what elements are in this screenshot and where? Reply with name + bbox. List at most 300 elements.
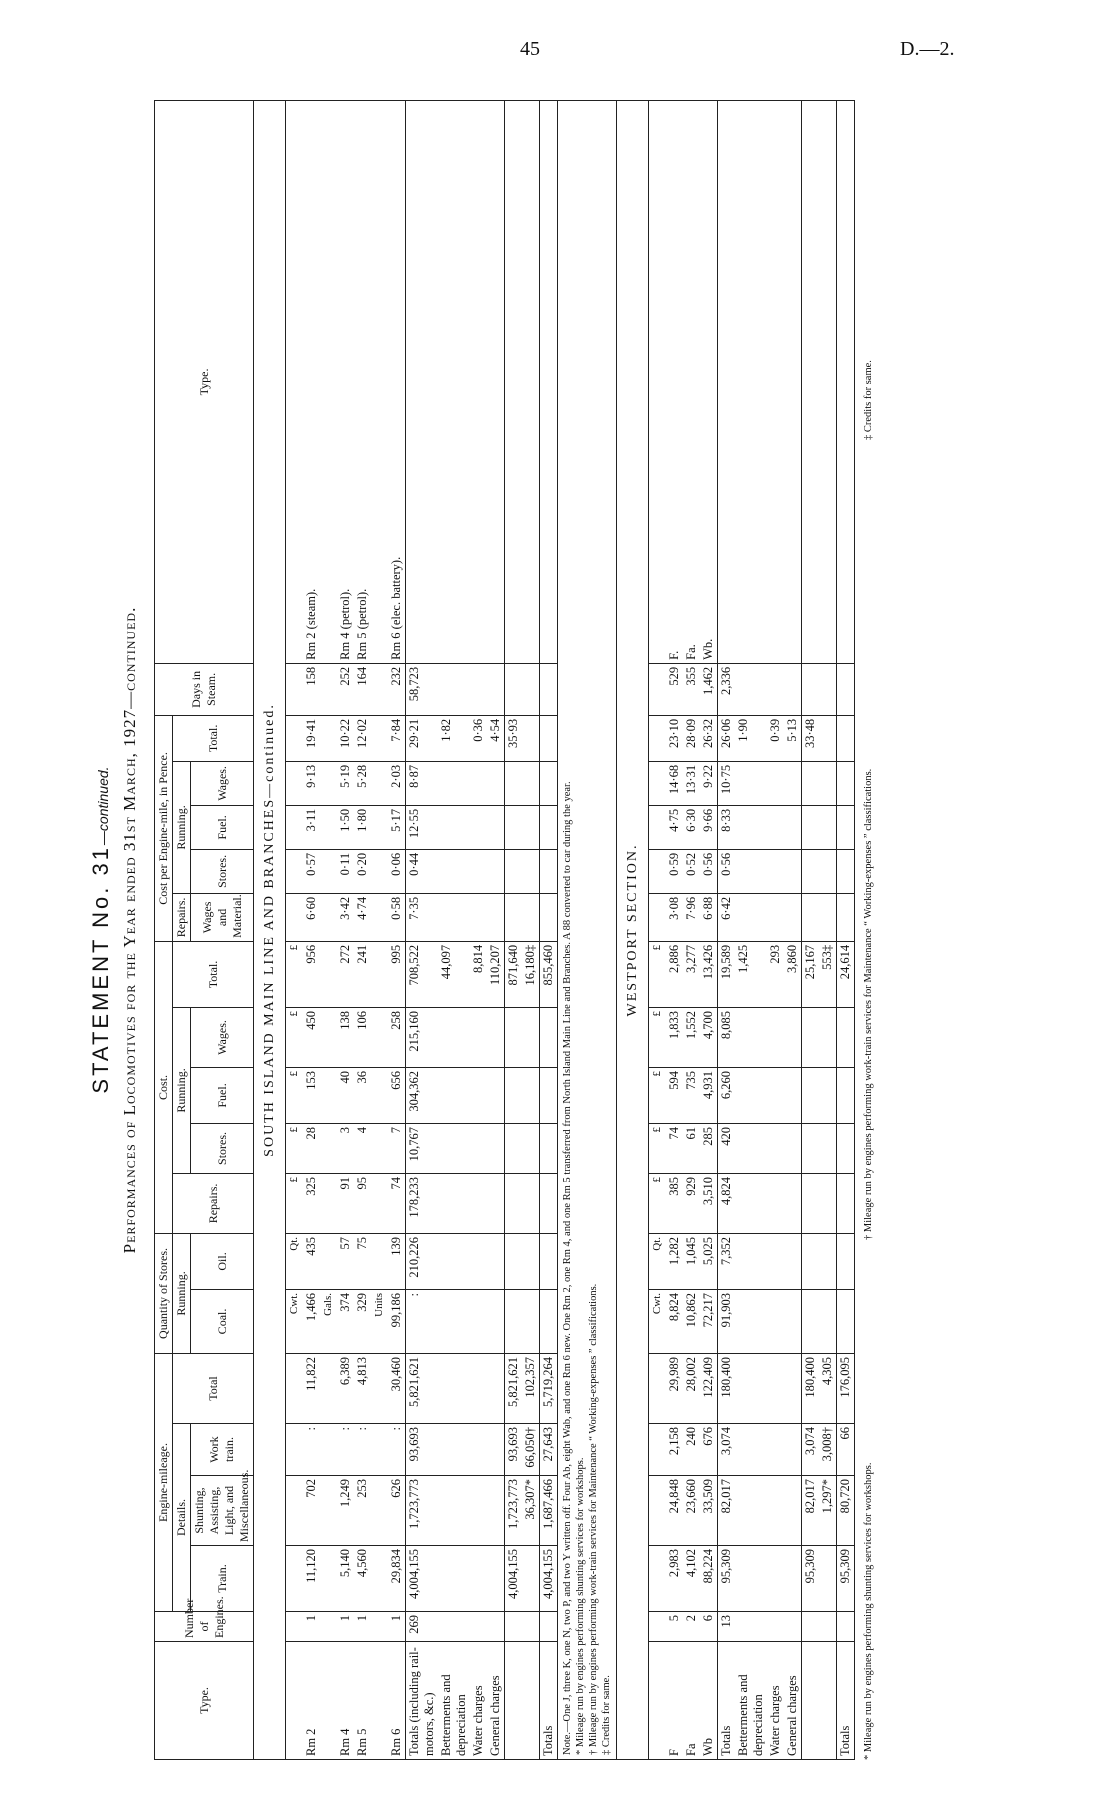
cell-type-r: Rm 2 (steam).	[303, 101, 320, 664]
cell-typ: Totals (including rail-motors, &c.)	[406, 1642, 439, 1760]
cell-fuel: 153	[303, 1067, 320, 1123]
header-cpm-running: Running.	[173, 761, 191, 893]
cell-num: 13	[718, 1612, 736, 1642]
header-quantity-of-stores: Quantity of Stores.	[155, 1233, 173, 1353]
cell-oil: 7,352	[718, 1233, 736, 1289]
cell-repairs	[802, 1173, 820, 1233]
cell-train: 4,004,155	[406, 1546, 439, 1612]
cell-repairs	[487, 1173, 505, 1233]
cell-shunting	[735, 1476, 767, 1546]
cell-repairs	[735, 1173, 767, 1233]
statement-subtitle: Performances of Locomotives for the Year ended 31st March, 1927—continued.	[120, 606, 139, 1254]
cell-repairs: 178,233	[406, 1173, 439, 1233]
cell-fuel	[470, 1067, 487, 1123]
header-cost-total: Total.	[173, 941, 254, 1007]
cell-c-total: 29·21	[406, 715, 439, 761]
cell-coal	[470, 1289, 487, 1353]
cell-train	[735, 1546, 767, 1612]
cell-days	[371, 663, 388, 715]
cell-days: 529	[666, 663, 683, 715]
cell-c-total: 33·48	[802, 715, 820, 761]
cell-stores	[320, 1123, 337, 1173]
cell-coal: Cwt.	[649, 1289, 667, 1353]
cell-type-r: Wb.	[700, 101, 718, 664]
cell-shunting	[784, 1476, 802, 1546]
cell-days	[767, 663, 784, 715]
cell-typ	[371, 1642, 388, 1760]
cell-num: 1	[303, 1612, 320, 1642]
cell-c-repairs	[837, 893, 855, 941]
cell-total: 29,989	[666, 1353, 683, 1423]
cell-coal	[784, 1289, 802, 1353]
cell-c-repairs	[767, 893, 784, 941]
cell-total: 4,813	[354, 1353, 371, 1423]
cell-num	[540, 1612, 558, 1642]
cell-cost-total: 13,426	[700, 941, 718, 1007]
cell-c-total: 0·36	[470, 715, 487, 761]
cell-c-wages	[371, 761, 388, 805]
cell-c-wages: 13·31	[683, 761, 700, 805]
cell-total	[286, 1353, 304, 1423]
cell-wages: 450	[303, 1007, 320, 1067]
cell-total: 5,821,621	[406, 1353, 439, 1423]
cell-c-total	[819, 715, 837, 761]
cell-c-stores: 0·56	[718, 849, 736, 893]
engine-row	[337, 101, 354, 1760]
cell-c-fuel: 9·66	[700, 805, 718, 849]
cell-cost-total: 708,522	[406, 941, 439, 1007]
cell-num	[649, 1612, 667, 1642]
cell-repairs	[767, 1173, 784, 1233]
cell-c-fuel	[649, 805, 667, 849]
cell-c-wages	[837, 761, 855, 805]
cell-typ: Water charges	[767, 1642, 784, 1760]
cell-stores: 74	[666, 1123, 683, 1173]
cell-wages: 258	[388, 1007, 406, 1067]
cell-stores	[767, 1123, 784, 1173]
cell-total	[487, 1353, 505, 1423]
cell-days: 2,336	[718, 663, 736, 715]
cell-wages	[522, 1007, 540, 1067]
cell-typ: F	[666, 1642, 683, 1760]
cell-cost-total: 293	[767, 941, 784, 1007]
cell-fuel: £	[286, 1067, 304, 1123]
cell-typ: Totals	[837, 1642, 855, 1760]
cell-fuel: 40	[337, 1067, 354, 1123]
note-row	[558, 101, 617, 1760]
cell-c-total: 1·82	[438, 715, 470, 761]
cell-repairs	[320, 1173, 337, 1233]
cell-c-fuel	[505, 805, 523, 849]
cell-work: 3,074	[802, 1424, 820, 1476]
cell-typ: Totals	[718, 1642, 736, 1760]
cell-c-stores	[735, 849, 767, 893]
cell-days	[735, 663, 767, 715]
cell-c-fuel	[767, 805, 784, 849]
cell-repairs	[438, 1173, 470, 1233]
cell-typ: General charges	[784, 1642, 802, 1760]
cell-c-repairs	[649, 893, 667, 941]
engine-row	[354, 101, 371, 1760]
cell-c-stores: 0·11	[337, 849, 354, 893]
cell-cost-total: 995	[388, 941, 406, 1007]
adjustment-row	[522, 101, 540, 1760]
cell-typ: Rm 2	[303, 1642, 320, 1760]
subtotal-row	[802, 101, 820, 1760]
cell-shunting: 1,723,773	[406, 1476, 439, 1546]
cell-c-wages	[438, 761, 470, 805]
cell-oil	[522, 1233, 540, 1289]
cell-repairs: £	[649, 1173, 667, 1233]
cell-stores	[802, 1123, 820, 1173]
cell-coal: Gals.	[320, 1289, 337, 1353]
cell-train: 4,004,155	[505, 1546, 523, 1612]
cell-stores	[487, 1123, 505, 1173]
cell-wages: 138	[337, 1007, 354, 1067]
cell-c-repairs: 3·08	[666, 893, 683, 941]
cell-train: 4,102	[683, 1546, 700, 1612]
cell-c-stores	[837, 849, 855, 893]
cell-fuel: 656	[388, 1067, 406, 1123]
cell-days: 164	[354, 663, 371, 715]
cell-c-fuel	[837, 805, 855, 849]
cell-typ: Water charges	[470, 1642, 487, 1760]
cell-c-stores: 0·06	[388, 849, 406, 893]
footnotes	[863, 100, 879, 1760]
cell-cost-total: £	[286, 941, 304, 1007]
cell-fuel: 304,362	[406, 1067, 439, 1123]
cell-work	[487, 1424, 505, 1476]
charge-row	[735, 101, 767, 1760]
cell-repairs: 4,824	[718, 1173, 736, 1233]
cell-fuel	[784, 1067, 802, 1123]
cell-wages	[819, 1007, 837, 1067]
cell-c-stores: 0·52	[683, 849, 700, 893]
header-total: Total	[173, 1353, 254, 1423]
cell-type-r	[320, 101, 337, 664]
cell-c-wages	[540, 761, 558, 805]
cell-c-fuel: 1·50	[337, 805, 354, 849]
cell-typ	[819, 1642, 837, 1760]
cell-cost-total: 956	[303, 941, 320, 1007]
cell-c-stores	[767, 849, 784, 893]
cell-wages: £	[286, 1007, 304, 1067]
header-stores-running: Running.	[173, 1233, 191, 1353]
cell-train: 29,834	[388, 1546, 406, 1612]
cell-train: 11,120	[303, 1546, 320, 1612]
header-number-of-engines: Number of Engines.	[155, 1612, 254, 1642]
cell-c-total	[649, 715, 667, 761]
cell-repairs	[470, 1173, 487, 1233]
cell-work: 240	[683, 1424, 700, 1476]
cell-type-r	[505, 101, 523, 664]
cell-days	[522, 663, 540, 715]
engine-row	[388, 101, 406, 1760]
cell-coal: 374	[337, 1289, 354, 1353]
charge-row	[470, 101, 487, 1760]
cell-num: 1	[388, 1612, 406, 1642]
cell-shunting	[320, 1476, 337, 1546]
cell-train	[371, 1546, 388, 1612]
cell-oil	[837, 1233, 855, 1289]
cell-total: 5,821,621	[505, 1353, 523, 1423]
cell-fuel	[438, 1067, 470, 1123]
cell-c-stores: 0·57	[303, 849, 320, 893]
rotated-statement	[80, 100, 1020, 1760]
cell-train	[649, 1546, 667, 1612]
cell-stores	[438, 1123, 470, 1173]
cell-oil: 5,025	[700, 1233, 718, 1289]
cell-type-r	[735, 101, 767, 664]
header-cpm-wages-material: Wages and Material.	[191, 893, 254, 941]
cell-work: 27,643	[540, 1424, 558, 1476]
header-shunting: Shunting, Assisting, Light, and Miscellaneous.	[191, 1476, 254, 1546]
cell-wages: 106	[354, 1007, 371, 1067]
cell-c-total	[320, 715, 337, 761]
cell-shunting	[767, 1476, 784, 1546]
cell-work: :	[388, 1424, 406, 1476]
cell-shunting: 36,307*	[522, 1476, 540, 1546]
cell-type-r: Rm 5 (petrol).	[354, 101, 371, 664]
cell-total: 180,400	[718, 1353, 736, 1423]
cell-total: 122,409	[700, 1353, 718, 1423]
cell-shunting	[286, 1476, 304, 1546]
cell-work	[784, 1424, 802, 1476]
cell-c-fuel	[735, 805, 767, 849]
cell-cost-total: 25,167	[802, 941, 820, 1007]
cell-num	[320, 1612, 337, 1642]
cell-work	[735, 1424, 767, 1476]
cell-c-fuel: 6·30	[683, 805, 700, 849]
cell-c-wages	[470, 761, 487, 805]
cell-cost-total: 3,860	[784, 941, 802, 1007]
cell-coal	[767, 1289, 784, 1353]
cell-typ: Rm 6	[388, 1642, 406, 1760]
cell-c-total: 10·22	[337, 715, 354, 761]
charge-row	[784, 101, 802, 1760]
cell-num: 269	[406, 1612, 439, 1642]
cell-type-r: Fa.	[683, 101, 700, 664]
cell-cost-total: 110,207	[487, 941, 505, 1007]
cell-c-fuel: 12·55	[406, 805, 439, 849]
cell-fuel: 594	[666, 1067, 683, 1123]
header-wages: Wages.	[191, 1007, 254, 1067]
header-fuel: Fuel.	[191, 1067, 254, 1123]
cell-train	[522, 1546, 540, 1612]
cell-c-wages: 5·28	[354, 761, 371, 805]
cell-c-fuel	[819, 805, 837, 849]
cell-num: 6	[700, 1612, 718, 1642]
cell-repairs: 74	[388, 1173, 406, 1233]
charge-row	[487, 101, 505, 1760]
cell-c-wages: 9·13	[303, 761, 320, 805]
cell-wages: 215,160	[406, 1007, 439, 1067]
south-island-units-row	[286, 101, 304, 1760]
cell-stores	[371, 1123, 388, 1173]
cell-cost-total: 553‡	[819, 941, 837, 1007]
cell-cost-total: £	[649, 941, 667, 1007]
cell-c-wages	[802, 761, 820, 805]
cell-type-r	[837, 101, 855, 664]
cell-c-fuel: 8·33	[718, 805, 736, 849]
header-cost-running: Running.	[173, 1007, 191, 1173]
cell-shunting: 23,660	[683, 1476, 700, 1546]
cell-shunting: 626	[388, 1476, 406, 1546]
cell-days	[470, 663, 487, 715]
cell-stores: 4	[354, 1123, 371, 1173]
cell-coal: 72,217	[700, 1289, 718, 1353]
cell-c-repairs	[540, 893, 558, 941]
cell-total	[438, 1353, 470, 1423]
cell-c-total	[522, 715, 540, 761]
cell-coal: 10,862	[683, 1289, 700, 1353]
cell-num	[371, 1612, 388, 1642]
cell-c-wages: 5·19	[337, 761, 354, 805]
cell-c-total: 35·93	[505, 715, 523, 761]
cell-work: 66	[837, 1424, 855, 1476]
charge-row	[767, 101, 784, 1760]
cell-fuel	[505, 1067, 523, 1123]
header-cpm-repairs: Repairs.	[173, 893, 191, 941]
cell-cost-total: 871,640	[505, 941, 523, 1007]
cell-wages	[784, 1007, 802, 1067]
cell-shunting	[470, 1476, 487, 1546]
cell-cost-total: 2,886	[666, 941, 683, 1007]
cell-oil: 57	[337, 1233, 354, 1289]
cell-fuel: 4,931	[700, 1067, 718, 1123]
cell-total	[470, 1353, 487, 1423]
cell-c-stores	[505, 849, 523, 893]
cell-c-wages	[320, 761, 337, 805]
cell-oil: Qt.	[286, 1233, 304, 1289]
cell-c-stores	[320, 849, 337, 893]
cell-total: 11,822	[303, 1353, 320, 1423]
cell-c-repairs	[522, 893, 540, 941]
cell-stores: 28	[303, 1123, 320, 1173]
engine-row	[683, 101, 700, 1760]
cell-type-r	[522, 101, 540, 664]
cell-c-repairs	[487, 893, 505, 941]
cell-days	[649, 663, 667, 715]
cell-repairs: 929	[683, 1173, 700, 1233]
header-cpm-total: Total.	[173, 715, 254, 761]
cell-c-fuel	[784, 805, 802, 849]
cell-wages	[320, 1007, 337, 1067]
cell-train	[819, 1546, 837, 1612]
cell-c-stores: 0·44	[406, 849, 439, 893]
cell-days	[819, 663, 837, 715]
header-coal: Coal.	[191, 1289, 254, 1353]
cell-train	[320, 1546, 337, 1612]
cell-wages	[505, 1007, 523, 1067]
cell-wages	[487, 1007, 505, 1067]
cell-days: 252	[337, 663, 354, 715]
cell-c-stores: 0·56	[700, 849, 718, 893]
cell-oil	[320, 1233, 337, 1289]
cell-wages	[470, 1007, 487, 1067]
cell-num	[522, 1612, 540, 1642]
cell-repairs	[819, 1173, 837, 1233]
cell-work: :	[354, 1424, 371, 1476]
westport-totals-row	[718, 101, 736, 1760]
cell-stores: 420	[718, 1123, 736, 1173]
cell-typ	[320, 1642, 337, 1760]
cell-c-total: 0·39	[767, 715, 784, 761]
cell-coal	[802, 1289, 820, 1353]
cell-oil: 435	[303, 1233, 320, 1289]
header-cpm-wages: Wages.	[191, 761, 254, 805]
cell-num	[487, 1612, 505, 1642]
south-island-section-title: SOUTH ISLAND MAIN LINE AND BRANCHES—continued.	[262, 703, 277, 1157]
coal-unit-row	[320, 101, 337, 1760]
grand-totals-row	[837, 101, 855, 1760]
header-cpm-stores: Stores.	[191, 849, 254, 893]
cell-oil: 1,045	[683, 1233, 700, 1289]
header-days-in-steam: Days in Steam.	[155, 663, 254, 715]
charge-row	[438, 101, 470, 1760]
cell-wages: 8,085	[718, 1007, 736, 1067]
cell-oil	[470, 1233, 487, 1289]
cell-type-r	[438, 101, 470, 664]
statement-continued: —continued.	[95, 766, 111, 846]
cell-c-total: 12·02	[354, 715, 371, 761]
cell-typ	[505, 1642, 523, 1760]
cell-c-wages	[784, 761, 802, 805]
footnote-credits: ‡ Credits for same.	[863, 360, 874, 440]
cell-c-repairs: 0·58	[388, 893, 406, 941]
cell-fuel: 735	[683, 1067, 700, 1123]
cell-fuel	[371, 1067, 388, 1123]
cell-type-r	[286, 101, 304, 664]
cell-total	[371, 1353, 388, 1423]
note-text: ‡ Credits for same.	[601, 1675, 612, 1755]
cell-fuel	[837, 1067, 855, 1123]
cell-typ: Rm 4	[337, 1642, 354, 1760]
cell-train	[784, 1546, 802, 1612]
cell-work: 66,050†	[522, 1424, 540, 1476]
cell-total: 5,719,264	[540, 1353, 558, 1423]
cell-c-wages	[649, 761, 667, 805]
cell-train	[767, 1546, 784, 1612]
cell-stores	[505, 1123, 523, 1173]
cell-cost-total	[371, 941, 388, 1007]
cell-c-wages	[767, 761, 784, 805]
cell-total: 6,389	[337, 1353, 354, 1423]
cell-c-stores: 0·59	[666, 849, 683, 893]
cell-c-stores	[487, 849, 505, 893]
cell-typ: Rm 5	[354, 1642, 371, 1760]
cell-stores	[784, 1123, 802, 1173]
grand-totals-row	[540, 101, 558, 1760]
cell-cost-total: 19,589	[718, 941, 736, 1007]
cell-oil	[438, 1233, 470, 1289]
cell-wages	[371, 1007, 388, 1067]
cell-type-r: F.	[666, 101, 683, 664]
cell-days: 158	[303, 663, 320, 715]
cell-stores: £	[649, 1123, 667, 1173]
engine-row	[303, 101, 320, 1760]
cell-stores	[837, 1123, 855, 1173]
cell-num	[819, 1612, 837, 1642]
cell-fuel	[819, 1067, 837, 1123]
header-cost: Cost.	[155, 941, 173, 1233]
cell-c-stores	[540, 849, 558, 893]
cell-train: 95,309	[802, 1546, 820, 1612]
cell-num	[286, 1612, 304, 1642]
cell-work	[649, 1424, 667, 1476]
cell-shunting	[649, 1476, 667, 1546]
cell-c-stores	[286, 849, 304, 893]
